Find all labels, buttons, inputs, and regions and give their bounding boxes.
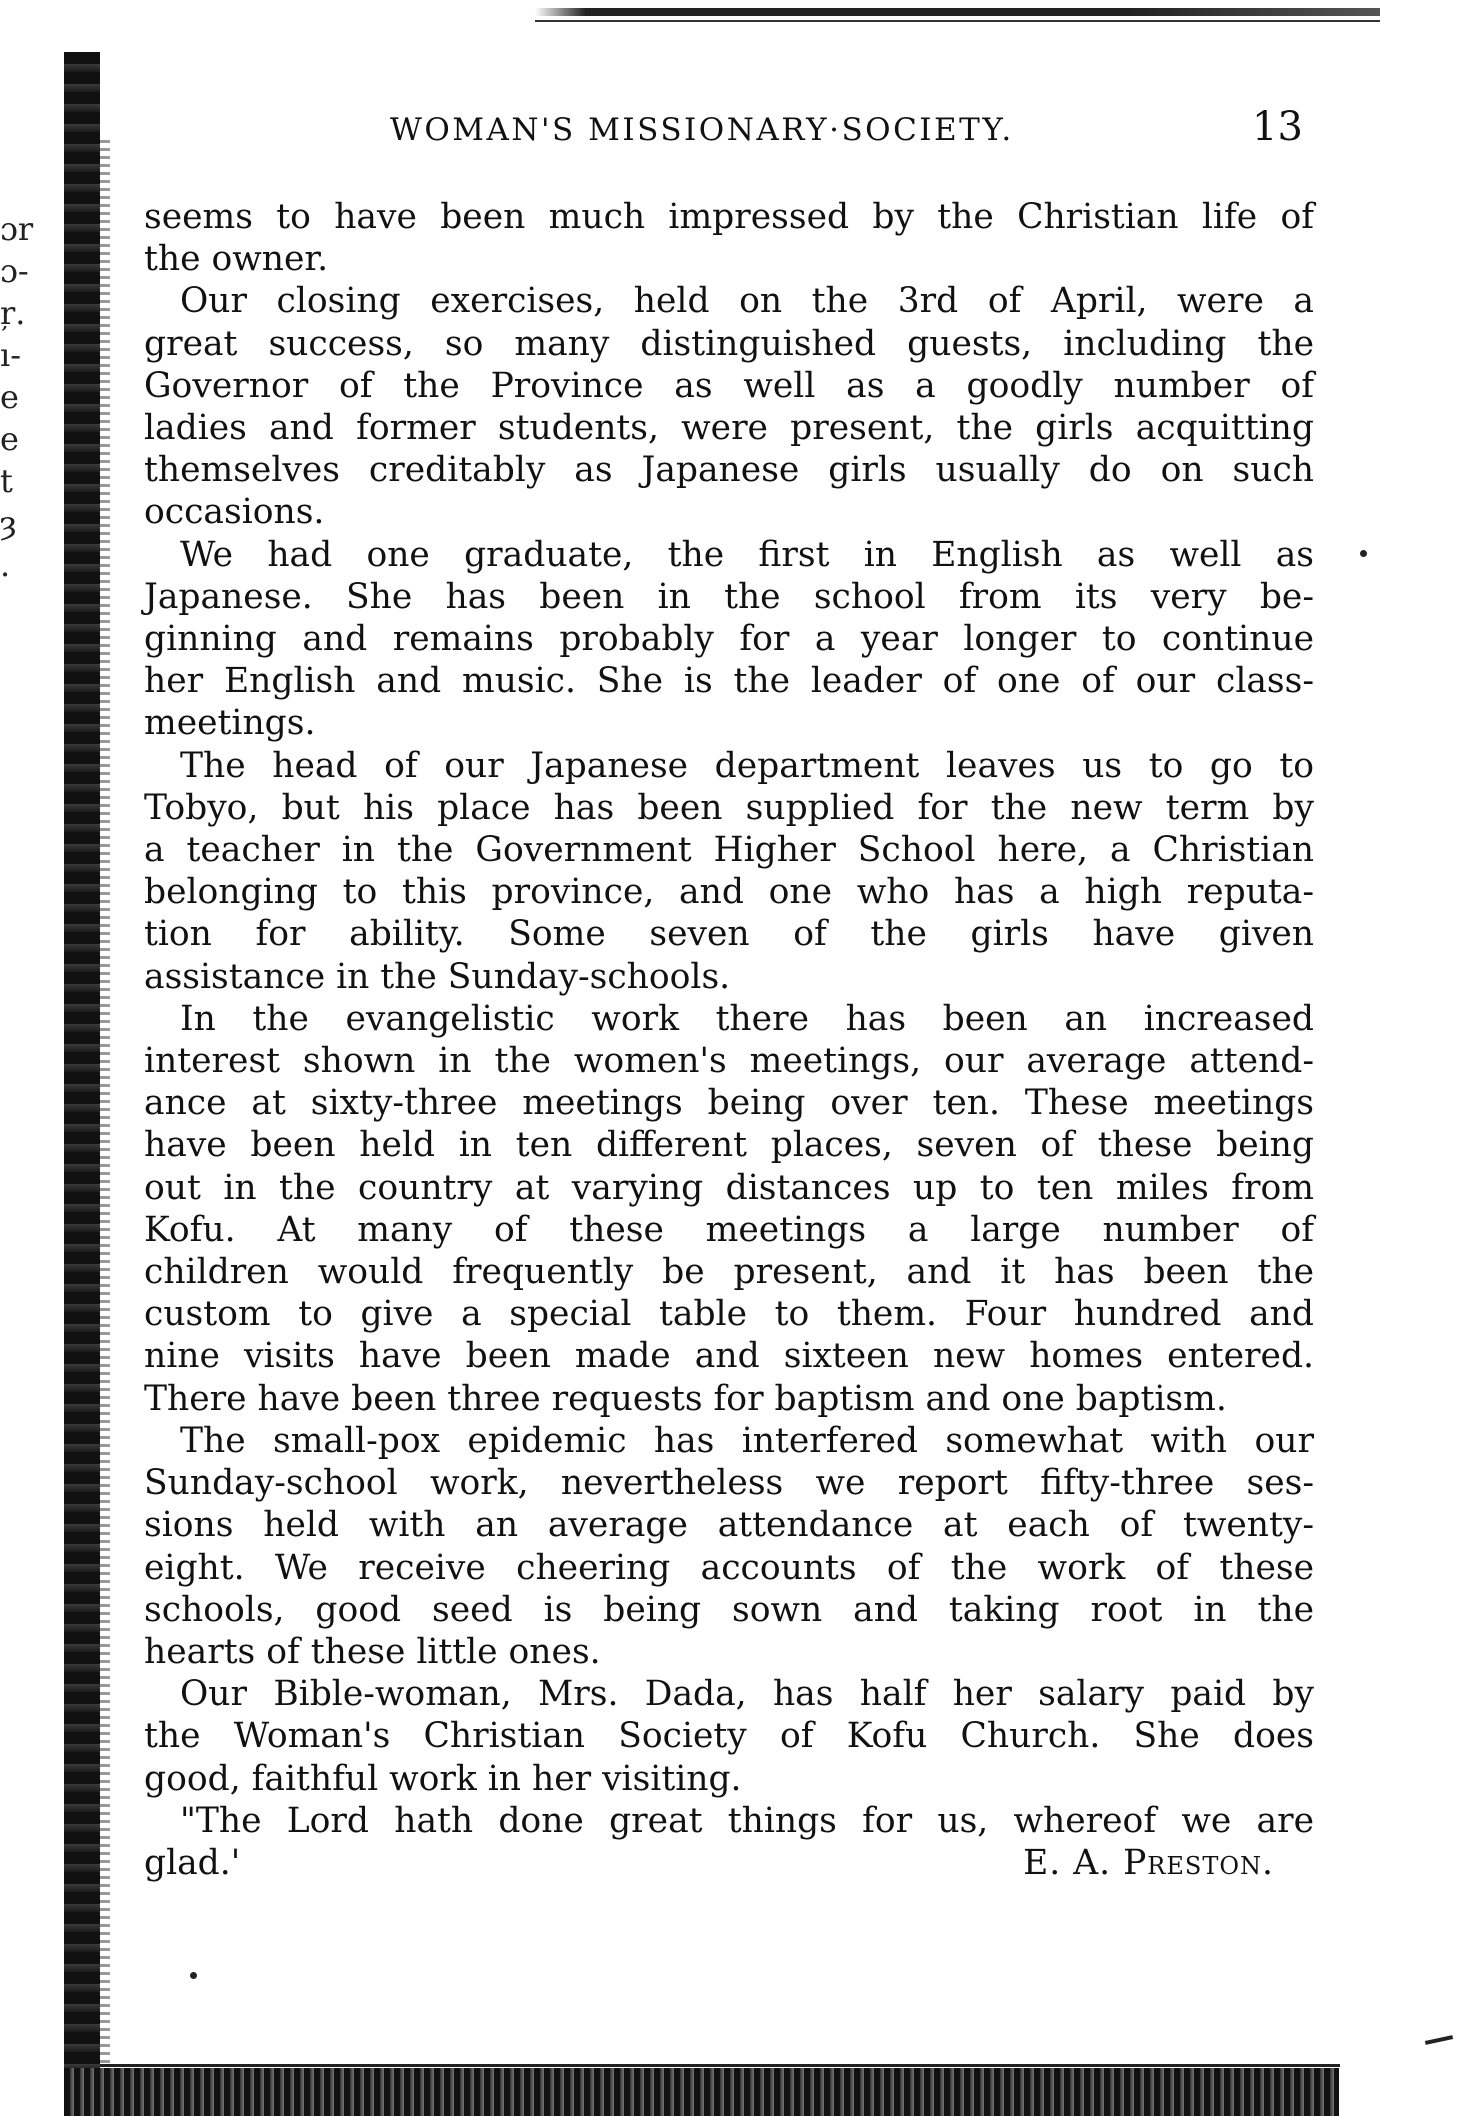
text-line: hearts of these little ones. [144, 1631, 601, 1672]
closing-quote-end: glad.' [144, 1842, 241, 1883]
margin-fragment: ɔ- [0, 252, 29, 290]
top-rule-thin [535, 20, 1380, 22]
text-line: We had one graduate, the first in English as well as [180, 534, 1314, 575]
binding-spine-texture [100, 140, 110, 2080]
text-line: great success, so many distinguished guests, including the [144, 323, 1314, 364]
paragraph [144, 280, 1314, 533]
margin-fragment: e [0, 420, 19, 458]
paragraph [144, 1420, 1314, 1673]
text-line: Our closing exercises, held on the 3rd of April, were a [180, 281, 1314, 322]
text-line: ginning and remains probably for a year longer to continue [144, 619, 1314, 660]
text-line: eight. We receive cheering accounts of the work of these [144, 1547, 1314, 1588]
stray-dot [1360, 550, 1367, 557]
closing-quote [144, 1800, 1314, 1884]
text-line: The small-pox epidemic has interfered somewhat with our [180, 1420, 1314, 1461]
paragraph [144, 745, 1314, 998]
bottom-border [64, 2068, 1339, 2116]
text-line: nine visits have been made and sixteen new homes entered. [144, 1336, 1314, 1377]
text-line: The head of our Japanese department leaves us to go to [180, 745, 1314, 786]
paragraph [144, 534, 1314, 745]
text-line: Japanese. She has been in the school from its very be- [144, 576, 1314, 617]
margin-fragment: ȝ [0, 504, 17, 542]
margin-fragment: ŗ. [0, 294, 26, 332]
text-line: Kofu. At many of these meetings a large number of [144, 1209, 1314, 1250]
adjacent-page-fragments [0, 208, 34, 586]
text-line: Tobyo, but his place has been supplied for the new term by [144, 787, 1314, 828]
text-line: out in the country at varying distances up to ten miles from [144, 1167, 1314, 1208]
text-line: ladies and former students, were present, the girls acquitting [144, 408, 1314, 449]
text-line: Sunday-school work, nevertheless we report fifty-three ses- [144, 1463, 1314, 1504]
text-line: the Woman's Christian Society of Kofu Church. She does [144, 1716, 1314, 1757]
text-line: There have been three requests for baptism and one baptism. [144, 1378, 1227, 1419]
text-line: a teacher in the Government Higher School here, a Christian [144, 830, 1314, 871]
pen-mark [1425, 2035, 1453, 2045]
text-line: her English and music. She is the leader of one of our class- [144, 661, 1314, 702]
text-line: the owner. [144, 239, 329, 280]
bottom-rule [100, 2064, 1340, 2067]
text-line: In the evangelistic work there has been an increased [180, 998, 1314, 1039]
margin-fragment: . [0, 546, 11, 584]
text-line: schools, good seed is being sown and taking root in the [144, 1589, 1314, 1630]
text-line: belonging to this province, and one who has a high reputa- [144, 872, 1314, 913]
text-line: Governor of the Province as well as a goodly number of [144, 365, 1314, 406]
page-header [390, 104, 1303, 158]
article-body [144, 196, 1314, 1884]
text-line: tion for ability. Some seven of the girls have given [144, 914, 1314, 955]
text-line: have been held in ten different places, seven of these being [144, 1125, 1314, 1166]
text-line: meetings. [144, 703, 316, 744]
paragraph [144, 998, 1314, 1420]
text-line: seems to have been much impressed by the Christian life of [144, 197, 1314, 237]
text-line: children would frequently be present, and it has been the [144, 1252, 1314, 1293]
running-head: WOMAN'S MISSIONARY·SOCIETY. [390, 112, 1014, 148]
text-line: occasions. [144, 492, 325, 533]
paragraph [144, 1673, 1314, 1800]
text-line: themselves creditably as Japanese girls usually do on such [144, 450, 1314, 491]
paragraph [144, 196, 1314, 280]
text-line: interest shown in the women's meetings, our average attend- [144, 1041, 1314, 1082]
author-signature: E. A. Preston. [1023, 1842, 1274, 1883]
text-line: Our Bible-woman, Mrs. Dada, has half her salary paid by [180, 1674, 1314, 1715]
top-rule [535, 8, 1380, 16]
margin-fragment: t [0, 462, 13, 500]
page-number: 13 [1252, 104, 1303, 150]
text-line: good, faithful work in her visiting. [144, 1758, 742, 1799]
text-line: assistance in the Sunday-schools. [144, 956, 731, 997]
text-line: custom to give a special table to them. Four hundred and [144, 1294, 1314, 1335]
binding-spine [64, 52, 100, 2116]
closing-quote-line: "The Lord hath done great things for us, whereof we are [180, 1800, 1314, 1841]
text-line: sions held with an average attendance at each of twenty- [144, 1505, 1314, 1546]
stray-dot [190, 1972, 197, 1979]
paragraphs [144, 196, 1314, 1800]
text-line: ance at sixty-three meetings being over ten. These meetings [144, 1083, 1314, 1124]
margin-fragment: e [0, 378, 19, 416]
margin-fragment: ɔr [0, 210, 34, 248]
closing-quote-line [144, 1842, 1314, 1884]
margin-fragment: ı- [0, 336, 22, 374]
